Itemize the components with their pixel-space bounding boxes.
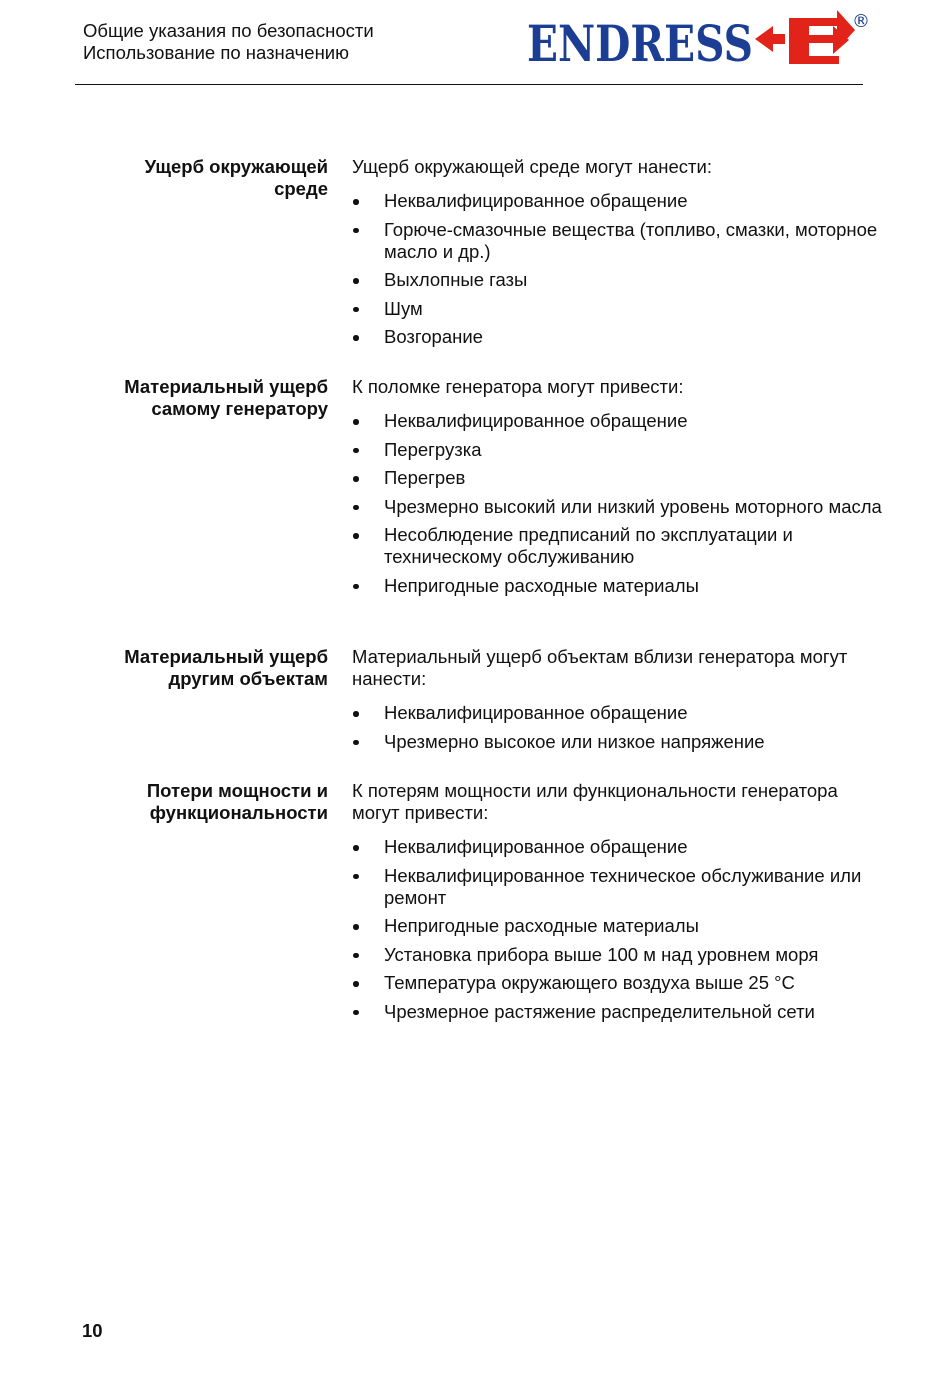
section-intro: К потерям мощности или функциональности генератора могут привести: [352,780,838,823]
page-header-text [83,20,374,64]
page-number: 10 [82,1320,103,1341]
section-intro: Ущерб окружающей среде могут нанести: [352,156,712,177]
list-item: Перегрев [352,467,882,489]
section-body [352,646,882,759]
section-intro: Материальный ущерб объектам вблизи генератора могут нанести: [352,646,848,689]
section-label: Потери мощности и функциональности [146,780,328,823]
list-item: Неквалифицированное обращение [352,702,882,724]
list-item: Горюче-смазочные вещества (топливо, смазки, моторное масло и др.) [352,219,882,263]
logo-wordmark: ENDRESS [527,14,753,70]
section-intro: К поломке генератора могут привести: [352,376,684,397]
list-item: Чрезмерно высокое или низкое напряжение [352,731,882,753]
list-item: Неквалифицированное обращение [352,190,882,212]
section-body [352,156,882,355]
list-item: Неквалифицированное техническое обслуживание или ремонт [352,865,882,909]
header-section-title: Использование по назначению [83,42,350,63]
endress-logo [527,8,872,70]
list-item: Возгорание [352,326,882,348]
bullet-list [352,410,882,597]
bullet-list [352,190,882,348]
section-label: Ущерб окружающей среде [144,156,328,199]
header-chapter-title: Общие указания по безопасности [83,20,374,41]
logo-arrows-icon [755,10,855,64]
bullet-list [352,702,882,753]
list-item: Неквалифицированное обращение [352,410,882,432]
bullet-list [352,836,882,1023]
section-body [352,780,882,1029]
list-item: Выхлопные газы [352,269,882,291]
list-item: Шум [352,298,882,320]
list-item: Температура окружающего воздуха выше 25 °С [352,972,882,994]
list-item: Чрезмерно высокий или низкий уровень моторного масла [352,496,882,518]
list-item: Непригодные расходные материалы [352,915,882,937]
list-item: Перегрузка [352,439,882,461]
section-label: Материальный ущерб самому генератору [124,376,328,419]
logo-registered-mark: ® [852,11,870,32]
section-label: Материальный ущерб другим объектам [124,646,328,689]
list-item: Установка прибора выше 100 м над уровнем моря [352,944,882,966]
section-body [352,376,882,603]
list-item: Несоблюдение предписаний по эксплуатации и техническому обслуживанию [352,524,882,568]
list-item: Неквалифицированное обращение [352,836,882,858]
list-item: Чрезмерное растяжение распределительной сети [352,1001,882,1023]
header-divider [75,84,863,85]
list-item: Непригодные расходные материалы [352,575,882,597]
